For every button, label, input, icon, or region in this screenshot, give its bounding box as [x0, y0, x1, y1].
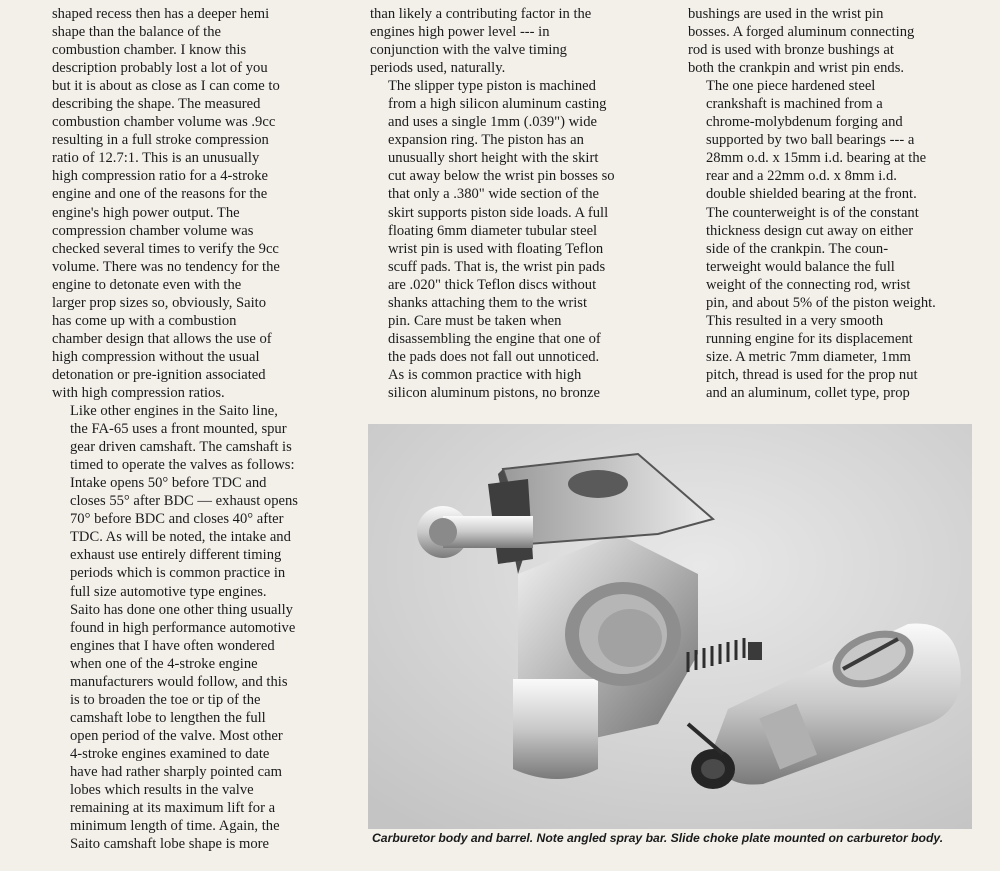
text-line: cut away below the wrist pin bosses so: [388, 168, 615, 185]
carburetor-illustration: [368, 424, 972, 829]
text-line: As is common practice with high: [388, 366, 582, 383]
text-line: full size automotive type engines.: [70, 583, 267, 600]
text-column-3: [688, 5, 974, 402]
text-line: rear and a 22mm o.d. x 8mm i.d.: [706, 168, 897, 185]
text-line: unusually short height with the skirt: [388, 150, 599, 167]
text-line: silicon aluminum pistons, no bronze: [388, 384, 600, 401]
text-line: has come up with a combustion: [52, 312, 237, 329]
text-line: and an aluminum, collet type, prop: [706, 384, 910, 401]
text-line: 4-stroke engines examined to date: [70, 745, 270, 762]
text-line: volume. There was no tendency for the: [52, 258, 280, 275]
text-line: compression chamber volume was: [52, 222, 254, 239]
text-line: Saito has done one other thing usually: [70, 601, 293, 618]
text-line: both the crankpin and wrist pin ends.: [688, 60, 905, 77]
carburetor-photo: [368, 424, 972, 829]
text-line: when one of the 4-stroke engine: [70, 655, 258, 672]
text-line: describing the shape. The measured: [52, 96, 261, 113]
text-line: checked several times to verify the 9cc: [52, 240, 279, 257]
text-line: combustion chamber. I know this: [52, 42, 247, 59]
text-line: pitch, thread is used for the prop nut: [706, 366, 918, 383]
text-line: size. A metric 7mm diameter, 1mm: [706, 348, 911, 365]
text-line: minimum length of time. Again, the: [70, 818, 280, 835]
text-line: pin, and about 5% of the piston weight.: [706, 294, 936, 311]
photo-caption: Carburetor body and barrel. Note angled spray bar. Slide choke plate mounted on carburetor body.: [372, 831, 944, 845]
text-line: high compression ratio for a 4-stroke: [52, 168, 269, 185]
text-line: weight of the connecting rod, wrist: [706, 276, 911, 293]
text-line: high compression without the usual: [52, 348, 260, 365]
text-line: shaped recess then has a deeper hemi: [52, 6, 270, 22]
text-line: scuff pads. That is, the wrist pin pads: [388, 258, 606, 275]
text-line: camshaft lobe to lengthen the full: [70, 709, 266, 726]
text-line: that only a .380" wide section of the: [388, 186, 600, 203]
paragraph: [688, 77, 974, 402]
text-line: engines that I have often wondered: [70, 637, 275, 654]
paragraph: [370, 77, 660, 402]
text-line: closes 55° after BDC — exhaust opens: [70, 493, 298, 510]
text-line: 70° before BDC and closes 40° after: [70, 511, 284, 528]
text-line: conjunction with the valve timing: [370, 42, 567, 59]
text-line: The one piece hardened steel: [706, 78, 876, 95]
text-line: 28mm o.d. x 15mm i.d. bearing at the: [706, 150, 927, 167]
text-line: bosses. A forged aluminum connecting: [688, 24, 915, 41]
text-line: description probably lost a lot of you: [52, 60, 268, 77]
text-line: This resulted in a very smooth: [706, 312, 884, 329]
text-line: gear driven camshaft. The camshaft is: [70, 439, 292, 456]
text-line: have had rather sharply pointed cam: [70, 763, 282, 780]
text-line: chamber design that allows the use of: [52, 330, 272, 347]
text-line: disassembling the engine that one of: [388, 330, 601, 347]
text-column-1: [52, 5, 338, 853]
text-line: wrist pin is used with floating Teflon: [388, 240, 604, 257]
text-line: thickness design cut away on either: [706, 222, 914, 239]
paragraph: [52, 402, 338, 853]
text-line: floating 6mm diameter tubular steel: [388, 222, 598, 239]
text-line: lobes which results in the valve: [70, 782, 254, 799]
text-line: are .020" thick Teflon discs without: [388, 276, 597, 293]
text-line: is to broaden the toe or tip of the: [70, 691, 261, 708]
text-line: engine's high power output. The: [52, 204, 240, 221]
text-line: ratio of 12.7:1. This is an unusually: [52, 150, 260, 167]
text-line: periods which is common practice in: [70, 565, 286, 582]
text-line: combustion chamber volume was .9cc: [52, 114, 276, 131]
text-line: Saito camshaft lobe shape is more: [70, 836, 269, 853]
text-line: supported by two ball bearings --- a: [706, 132, 915, 149]
text-line: resulting in a full stroke compression: [52, 132, 269, 149]
text-line: chrome-molybdenum forging and: [706, 114, 903, 131]
text-line: double shielded bearing at the front.: [706, 186, 917, 203]
text-line: TDC. As will be noted, the intake and: [70, 529, 291, 546]
text-line: and uses a single 1mm (.039") wide: [388, 114, 598, 131]
text-column-2: [370, 5, 660, 402]
text-line: periods used, naturally.: [370, 60, 506, 77]
text-line: but it is about as close as I can come to: [52, 78, 280, 95]
text-line: pin. Care must be taken when: [388, 312, 562, 329]
text-line: remaining at its maximum lift for a: [70, 800, 276, 817]
text-line: the pads does not fall out unnoticed.: [388, 348, 600, 365]
text-line: bushings are used in the wrist pin: [688, 6, 884, 22]
text-line: expansion ring. The piston has an: [388, 132, 584, 149]
text-line: skirt supports piston side loads. A full: [388, 204, 609, 221]
paragraph: [52, 5, 338, 402]
text-line: side of the crankpin. The coun-: [706, 240, 889, 257]
text-line: detonation or pre-ignition associated: [52, 366, 266, 383]
text-line: with high compression ratios.: [52, 384, 225, 401]
text-line: The counterweight is of the constant: [706, 204, 919, 221]
text-line: shape than the balance of the: [52, 24, 221, 41]
text-line: than likely a contributing factor in the: [370, 6, 592, 22]
text-line: engines high power level --- in: [370, 24, 550, 41]
text-line: open period of the valve. Most other: [70, 727, 283, 744]
text-line: crankshaft is machined from a: [706, 96, 883, 113]
text-line: The slipper type piston is machined: [388, 78, 596, 95]
text-line: shanks attaching them to the wrist: [388, 294, 588, 311]
text-line: exhaust use entirely different timing: [70, 547, 282, 564]
text-line: engine and one of the reasons for the: [52, 186, 268, 203]
text-line: timed to operate the valves as follows:: [70, 457, 295, 474]
text-line: from a high silicon aluminum casting: [388, 96, 607, 113]
text-line: terweight would balance the full: [706, 258, 895, 275]
text-line: engine to detonate even with the: [52, 276, 242, 293]
paragraph: [688, 5, 974, 77]
text-line: rod is used with bronze bushings at: [688, 42, 894, 59]
text-line: found in high performance automotive: [70, 619, 296, 636]
text-line: Like other engines in the Saito line,: [70, 403, 278, 420]
text-line: larger prop sizes so, obviously, Saito: [52, 294, 267, 311]
text-line: manufacturers would follow, and this: [70, 673, 288, 690]
text-line: Intake opens 50° before TDC and: [70, 475, 267, 492]
paragraph: [370, 5, 660, 77]
text-line: running engine for its displacement: [706, 330, 913, 347]
text-line: the FA-65 uses a front mounted, spur: [70, 421, 287, 438]
